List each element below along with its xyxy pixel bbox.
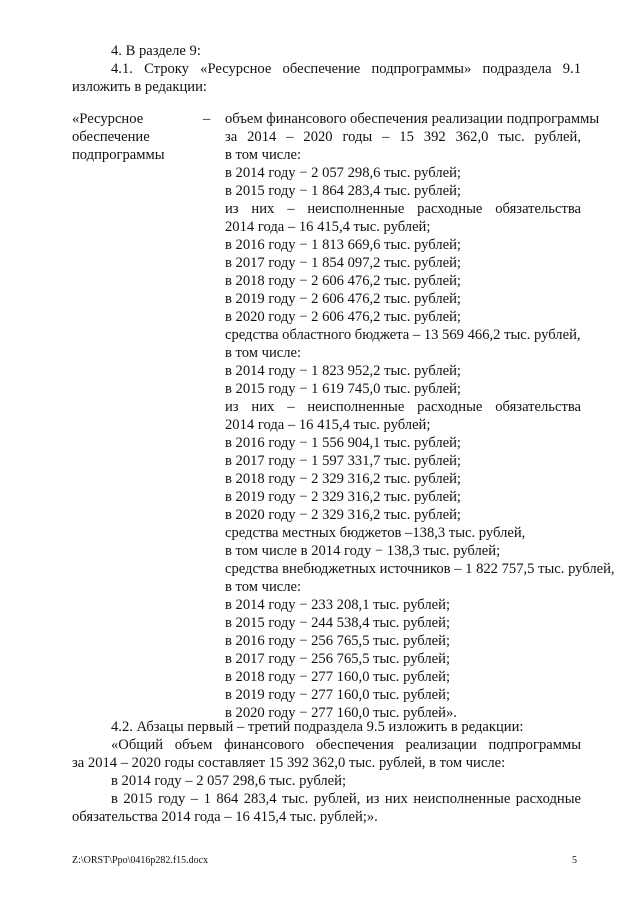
resource-detail-line: в 2019 году − 277 160,0 тыс. рублей;	[225, 687, 450, 703]
resource-detail-line: в 2019 году − 2 329 316,2 тыс. рублей;	[225, 489, 461, 505]
resource-detail-line: в 2018 году − 2 606 476,2 тыс. рублей;	[225, 273, 461, 289]
resource-detail-line: в 2019 году − 2 606 476,2 тыс. рублей;	[225, 291, 461, 307]
subsection-heading: 4.2. Абзацы первый – третий подраздела 9.5 изложить в редакции:	[111, 719, 524, 735]
resource-detail-line: в 2017 году − 1 854 097,2 тыс. рублей;	[225, 255, 461, 271]
resource-detail-line: в 2018 году − 277 160,0 тыс. рублей;	[225, 669, 450, 685]
intro-paragraph-line: 4.1. Строку «Ресурсное обеспечение подпрограммы» подраздела 9.1	[111, 61, 581, 77]
resource-detail-line: в 2014 году − 2 057 298,6 тыс. рублей;	[225, 165, 461, 181]
paragraph-line: в 2015 году – 1 864 283,4 тыс. рублей, из них неисполненные расходные	[111, 791, 581, 807]
resource-detail-line: в 2018 году − 2 329 316,2 тыс. рублей;	[225, 471, 461, 487]
paragraph-line: обязательства 2014 года – 16 415,4 тыс. рублей;».	[72, 809, 378, 825]
resource-detail-line: в 2020 году − 2 606 476,2 тыс. рублей;	[225, 309, 461, 325]
paragraph-line: «Общий объем финансового обеспечения реализации подпрограммы	[111, 737, 581, 753]
resource-detail-line: средства местных бюджетов –138,3 тыс. рублей,	[225, 525, 526, 541]
resource-detail-line: в 2016 году − 1 813 669,6 тыс. рублей;	[225, 237, 461, 253]
resource-detail-line: в 2020 году − 277 160,0 тыс. рублей».	[225, 705, 457, 721]
resource-details	[225, 110, 615, 722]
footer-file-path: Z:\ORST\Ppo\0416p282.f15.docx	[72, 855, 209, 866]
resource-detail-line: в 2020 году − 2 329 316,2 тыс. рублей;	[225, 507, 461, 523]
intro-paragraph-continuation: изложить в редакции:	[72, 79, 207, 95]
resource-detail-line: 2014 года – 16 415,4 тыс. рублей;	[225, 219, 431, 235]
page-number: 5	[572, 855, 577, 866]
resource-detail-line: из них – неисполненные расходные обязательства	[225, 399, 581, 415]
resource-detail-line: в 2017 году − 1 597 331,7 тыс. рублей;	[225, 453, 461, 469]
resource-detail-line: в 2015 году − 1 619 745,0 тыс. рублей;	[225, 381, 461, 397]
resource-detail-line: 2014 года – 16 415,4 тыс. рублей;	[225, 417, 431, 433]
resource-detail-line: в 2014 году − 233 208,1 тыс. рублей;	[225, 597, 450, 613]
resource-label-line: «Ресурсное	[72, 111, 144, 127]
section-heading: 4. В разделе 9:	[111, 43, 201, 59]
resource-detail-line: за 2014 – 2020 годы – 15 392 362,0 тыс. рублей,	[225, 129, 581, 145]
resource-detail-line: в том числе:	[225, 579, 302, 595]
resource-detail-line: объем финансового обеспечения реализации подпрограммы	[225, 111, 600, 127]
resource-label	[72, 110, 165, 164]
paragraph-line: в 2014 году – 2 057 298,6 тыс. рублей;	[111, 773, 347, 789]
resource-detail-line: в 2015 году − 1 864 283,4 тыс. рублей;	[225, 183, 461, 199]
resource-detail-line: в 2016 году − 256 765,5 тыс. рублей;	[225, 633, 450, 649]
resource-detail-line: в 2014 году − 1 823 952,2 тыс. рублей;	[225, 363, 461, 379]
resource-label-line: обеспечение	[72, 129, 150, 145]
resource-detail-line: из них – неисполненные расходные обязательства	[225, 201, 581, 217]
paragraph-line: за 2014 – 2020 годы составляет 15 392 362,0 тыс. рублей, в том числе:	[72, 755, 506, 771]
resource-detail-line: в том числе:	[225, 345, 302, 361]
resource-detail-line: в том числе в 2014 году − 138,3 тыс. рублей;	[225, 543, 501, 559]
resource-detail-line: в том числе:	[225, 147, 302, 163]
resource-detail-line: средства внебюджетных источников – 1 822 757,5 тыс. рублей,	[225, 561, 615, 577]
separator-dash: –	[203, 111, 211, 127]
resource-detail-line: в 2017 году − 256 765,5 тыс. рублей;	[225, 651, 450, 667]
resource-label-line: подпрограммы	[72, 147, 165, 163]
resource-detail-line: средства областного бюджета – 13 569 466,2 тыс. рублей,	[225, 327, 581, 343]
resource-detail-line: в 2015 году − 244 538,4 тыс. рублей;	[225, 615, 450, 631]
resource-detail-line: в 2016 году − 1 556 904,1 тыс. рублей;	[225, 435, 461, 451]
